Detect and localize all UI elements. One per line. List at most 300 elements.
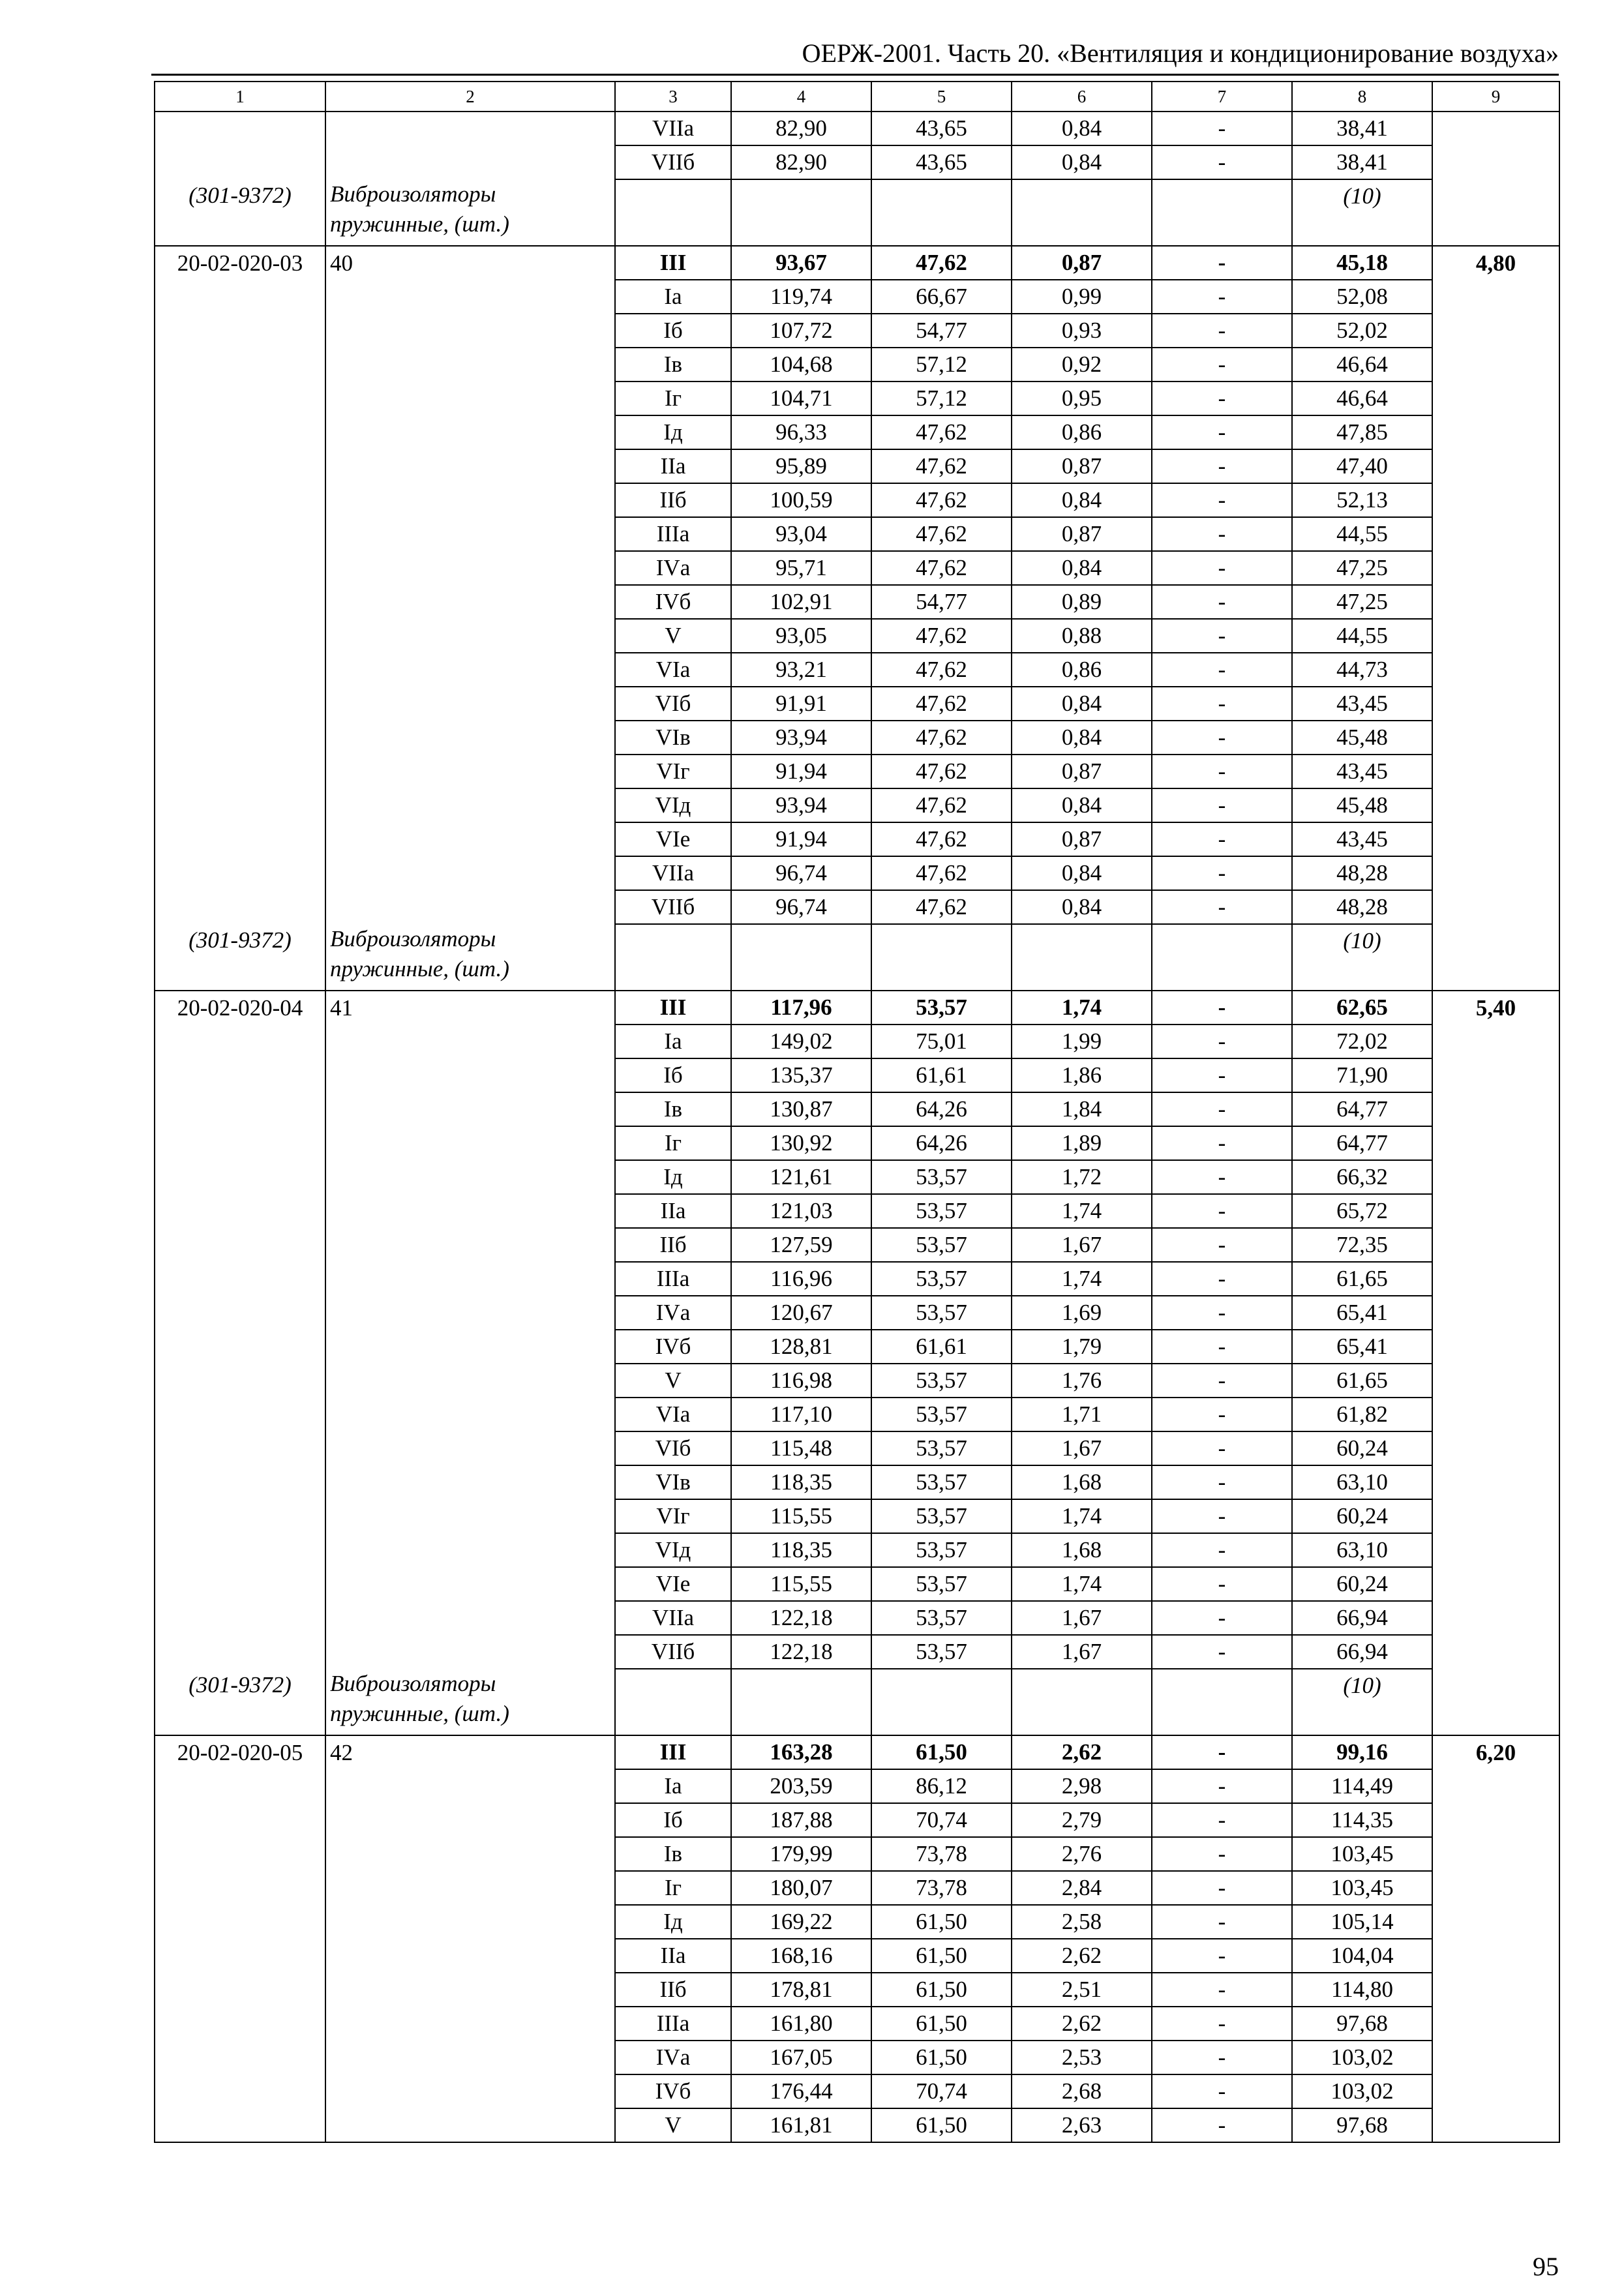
material-qty-cell: (10) [1292, 179, 1432, 246]
drivers-cell: - [1152, 856, 1292, 890]
rate-code-cell [155, 1635, 325, 1669]
wages-cell: 73,78 [871, 1837, 1012, 1871]
wages-cell: 61,50 [871, 2108, 1012, 2142]
drivers-cell: - [1152, 1635, 1292, 1669]
rate-code-cell [155, 1769, 325, 1803]
table-row [155, 1837, 1559, 1871]
machines-cell: 0,87 [1012, 246, 1152, 280]
zone-cell: IIа [615, 449, 731, 483]
table-row [155, 112, 1559, 145]
labor-cell [1432, 314, 1559, 348]
zone-cell: VIг [615, 755, 731, 788]
empty-cell [1432, 1669, 1559, 1735]
drivers-cell: - [1152, 687, 1292, 721]
total-cost-cell: 178,81 [731, 1973, 871, 2007]
total-cost-cell: 102,91 [731, 585, 871, 619]
rate-code-cell: 20-02-020-03 [155, 246, 325, 280]
total-cost-cell: 91,91 [731, 687, 871, 721]
wages-cell: 47,62 [871, 890, 1012, 924]
labor-cell [1432, 1635, 1559, 1669]
zone-cell: IVб [615, 2074, 731, 2108]
drivers-cell: - [1152, 1735, 1292, 1769]
materials-cell: 62,65 [1292, 991, 1432, 1025]
table-row [155, 1499, 1559, 1533]
rate-code-cell [155, 2108, 325, 2142]
rate-code-cell [155, 1330, 325, 1364]
machines-cell: 1,76 [1012, 1364, 1152, 1398]
table-row [155, 1364, 1559, 1398]
total-cost-cell: 93,21 [731, 653, 871, 687]
drivers-cell: - [1152, 246, 1292, 280]
rate-number-cell [325, 1058, 615, 1092]
total-cost-cell: 93,94 [731, 721, 871, 755]
rate-number-cell [325, 1228, 615, 1262]
rate-code-cell: 20-02-020-05 [155, 1735, 325, 1769]
drivers-cell: - [1152, 1296, 1292, 1330]
wages-cell: 47,62 [871, 822, 1012, 856]
rate-number-cell [325, 585, 615, 619]
zone-cell: IIб [615, 483, 731, 517]
total-cost-cell: 104,68 [731, 348, 871, 382]
rate-number-cell [325, 1330, 615, 1364]
empty-cell [615, 924, 731, 991]
machines-cell: 0,84 [1012, 788, 1152, 822]
table-row [155, 1194, 1559, 1228]
zone-cell: V [615, 1364, 731, 1398]
labor-cell [1432, 822, 1559, 856]
rate-number-cell [325, 1837, 615, 1871]
drivers-cell: - [1152, 585, 1292, 619]
wages-cell: 73,78 [871, 1871, 1012, 1905]
table-row [155, 1025, 1559, 1058]
empty-cell [1012, 1669, 1152, 1735]
materials-cell: 44,55 [1292, 517, 1432, 551]
labor-cell [1432, 1194, 1559, 1228]
material-name-cell: Виброизоляторы пружинные, (шт.) [325, 924, 615, 991]
zone-cell: Iд [615, 1905, 731, 1939]
rate-code-cell [155, 1837, 325, 1871]
table-row [155, 1126, 1559, 1160]
table-row [155, 2007, 1559, 2041]
drivers-cell: - [1152, 721, 1292, 755]
table-row [155, 1735, 1559, 1769]
materials-cell: 47,85 [1292, 415, 1432, 449]
wages-cell: 47,62 [871, 517, 1012, 551]
column-number: 4 [731, 82, 871, 112]
table-row [155, 1533, 1559, 1567]
table-row [155, 314, 1559, 348]
wages-cell: 53,57 [871, 1228, 1012, 1262]
table-row [155, 1769, 1559, 1803]
rate-number-cell [325, 2007, 615, 2041]
labor-cell [1432, 687, 1559, 721]
machines-cell: 0,84 [1012, 112, 1152, 145]
zone-cell: IIа [615, 1194, 731, 1228]
drivers-cell: - [1152, 1262, 1292, 1296]
rate-code-cell [155, 1262, 325, 1296]
zone-cell: Iв [615, 1092, 731, 1126]
drivers-cell: - [1152, 2007, 1292, 2041]
total-cost-cell: 104,71 [731, 382, 871, 415]
labor-cell [1432, 653, 1559, 687]
table-row [155, 1296, 1559, 1330]
drivers-cell: - [1152, 1533, 1292, 1567]
zone-cell: VIа [615, 1398, 731, 1431]
drivers-cell: - [1152, 1769, 1292, 1803]
material-note-row [155, 1669, 1559, 1735]
rate-number-cell [325, 1601, 615, 1635]
machines-cell: 2,62 [1012, 2007, 1152, 2041]
labor-cell [1432, 1871, 1559, 1905]
table-row [155, 1803, 1559, 1837]
wages-cell: 47,62 [871, 415, 1012, 449]
rate-number-cell [325, 653, 615, 687]
column-number: 6 [1012, 82, 1152, 112]
materials-cell: 48,28 [1292, 890, 1432, 924]
labor-cell [1432, 551, 1559, 585]
zone-cell: Iг [615, 1871, 731, 1905]
materials-cell: 38,41 [1292, 112, 1432, 145]
drivers-cell: - [1152, 890, 1292, 924]
materials-cell: 46,64 [1292, 348, 1432, 382]
labor-cell: 4,80 [1432, 246, 1559, 280]
table-row [155, 1431, 1559, 1465]
rate-code-cell [155, 1803, 325, 1837]
materials-cell: 63,10 [1292, 1465, 1432, 1499]
drivers-cell: - [1152, 755, 1292, 788]
table-row [155, 1262, 1559, 1296]
machines-cell: 1,89 [1012, 1126, 1152, 1160]
empty-cell [1012, 179, 1152, 246]
wages-cell: 47,62 [871, 856, 1012, 890]
drivers-cell: - [1152, 1364, 1292, 1398]
wages-cell: 64,26 [871, 1126, 1012, 1160]
drivers-cell: - [1152, 2074, 1292, 2108]
materials-cell: 114,35 [1292, 1803, 1432, 1837]
labor-cell [1432, 1533, 1559, 1567]
rate-code-cell [155, 856, 325, 890]
zone-cell: VIIа [615, 1601, 731, 1635]
wages-cell: 47,62 [871, 721, 1012, 755]
wages-cell: 57,12 [871, 382, 1012, 415]
material-code-cell: (301-9372) [155, 924, 325, 991]
materials-cell: 47,25 [1292, 585, 1432, 619]
rate-code-cell [155, 1465, 325, 1499]
table-row [155, 1905, 1559, 1939]
zone-cell: III [615, 246, 731, 280]
labor-cell [1432, 890, 1559, 924]
total-cost-cell: 127,59 [731, 1228, 871, 1262]
labor-cell [1432, 517, 1559, 551]
table-row [155, 483, 1559, 517]
zone-cell: Iв [615, 1837, 731, 1871]
total-cost-cell: 95,71 [731, 551, 871, 585]
drivers-cell: - [1152, 1058, 1292, 1092]
wages-cell: 47,62 [871, 653, 1012, 687]
labor-cell [1432, 348, 1559, 382]
total-cost-cell: 117,10 [731, 1398, 871, 1431]
materials-cell: 64,77 [1292, 1092, 1432, 1126]
drivers-cell: - [1152, 145, 1292, 179]
labor-cell [1432, 1499, 1559, 1533]
zone-cell: IIIа [615, 1262, 731, 1296]
materials-cell: 47,40 [1292, 449, 1432, 483]
wages-cell: 70,74 [871, 1803, 1012, 1837]
rate-number-cell: 42 [325, 1735, 615, 1769]
labor-cell [1432, 1567, 1559, 1601]
zone-cell: IIб [615, 1228, 731, 1262]
materials-cell: 43,45 [1292, 822, 1432, 856]
drivers-cell: - [1152, 1228, 1292, 1262]
zone-cell: IVа [615, 551, 731, 585]
total-cost-cell: 203,59 [731, 1769, 871, 1803]
column-number: 8 [1292, 82, 1432, 112]
rate-code-cell [155, 551, 325, 585]
total-cost-cell: 163,28 [731, 1735, 871, 1769]
machines-cell: 1,67 [1012, 1601, 1152, 1635]
page-header-title: ОЕРЖ-2001. Часть 20. «Вентиляция и кондиционирование воздуха» [802, 38, 1559, 68]
rate-number-cell [325, 2108, 615, 2142]
rate-code-cell [155, 585, 325, 619]
labor-cell [1432, 1025, 1559, 1058]
rate-number-cell [325, 721, 615, 755]
zone-cell: IVб [615, 585, 731, 619]
rate-number-cell [325, 112, 615, 145]
wages-cell: 61,61 [871, 1058, 1012, 1092]
drivers-cell: - [1152, 991, 1292, 1025]
table-row [155, 1058, 1559, 1092]
rate-number-cell [325, 2041, 615, 2074]
drivers-cell: - [1152, 1025, 1292, 1058]
materials-cell: 103,02 [1292, 2074, 1432, 2108]
drivers-cell: - [1152, 449, 1292, 483]
materials-cell: 114,49 [1292, 1769, 1432, 1803]
drivers-cell: - [1152, 1092, 1292, 1126]
zone-cell: Iб [615, 314, 731, 348]
table-row [155, 382, 1559, 415]
materials-cell: 61,65 [1292, 1262, 1432, 1296]
table-row [155, 991, 1559, 1025]
machines-cell: 0,93 [1012, 314, 1152, 348]
total-cost-cell: 116,96 [731, 1262, 871, 1296]
wages-cell: 53,57 [871, 1635, 1012, 1669]
zone-cell: IVа [615, 1296, 731, 1330]
labor-cell [1432, 1465, 1559, 1499]
machines-cell: 0,84 [1012, 856, 1152, 890]
rate-code-cell [155, 1025, 325, 1058]
materials-cell: 45,48 [1292, 788, 1432, 822]
rate-number-cell [325, 1126, 615, 1160]
table-row [155, 687, 1559, 721]
zone-cell: VIIа [615, 856, 731, 890]
rate-number-cell [325, 1973, 615, 2007]
labor-cell [1432, 382, 1559, 415]
wages-cell: 53,57 [871, 1262, 1012, 1296]
table-row [155, 551, 1559, 585]
materials-cell: 44,73 [1292, 653, 1432, 687]
rate-number-cell [325, 483, 615, 517]
rate-code-cell [155, 687, 325, 721]
rate-code-cell [155, 1296, 325, 1330]
empty-cell [1152, 924, 1292, 991]
table-row [155, 1973, 1559, 2007]
machines-cell: 0,84 [1012, 721, 1152, 755]
total-cost-cell: 95,89 [731, 449, 871, 483]
machines-cell: 2,79 [1012, 1803, 1152, 1837]
empty-cell [871, 179, 1012, 246]
rate-number-cell [325, 1262, 615, 1296]
materials-cell: 60,24 [1292, 1431, 1432, 1465]
zone-cell: Iб [615, 1803, 731, 1837]
column-number: 7 [1152, 82, 1292, 112]
drivers-cell: - [1152, 112, 1292, 145]
labor-cell [1432, 721, 1559, 755]
materials-cell: 114,80 [1292, 1973, 1432, 2007]
rate-number-cell [325, 551, 615, 585]
zone-cell: Iб [615, 1058, 731, 1092]
rate-code-cell [155, 890, 325, 924]
rate-code-cell [155, 1194, 325, 1228]
labor-cell [1432, 619, 1559, 653]
wages-cell: 53,57 [871, 1398, 1012, 1431]
table-row [155, 1465, 1559, 1499]
machines-cell: 1,67 [1012, 1228, 1152, 1262]
table-row [155, 1939, 1559, 1973]
rate-number-cell [325, 1871, 615, 1905]
zone-cell: V [615, 2108, 731, 2142]
labor-cell [1432, 145, 1559, 179]
labor-cell [1432, 2007, 1559, 2041]
machines-cell: 1,72 [1012, 1160, 1152, 1194]
machines-cell: 0,84 [1012, 551, 1152, 585]
material-qty-cell: (10) [1292, 924, 1432, 991]
machines-cell: 1,86 [1012, 1058, 1152, 1092]
materials-cell: 105,14 [1292, 1905, 1432, 1939]
total-cost-cell: 167,05 [731, 2041, 871, 2074]
labor-cell: 6,20 [1432, 1735, 1559, 1769]
total-cost-cell: 93,67 [731, 246, 871, 280]
table-row [155, 1635, 1559, 1669]
drivers-cell: - [1152, 1431, 1292, 1465]
zone-cell: III [615, 1735, 731, 1769]
empty-cell [615, 179, 731, 246]
zone-cell: VIе [615, 1567, 731, 1601]
table-row [155, 1398, 1559, 1431]
total-cost-cell: 149,02 [731, 1025, 871, 1058]
rate-code-cell [155, 1431, 325, 1465]
machines-cell: 2,53 [1012, 2041, 1152, 2074]
total-cost-cell: 169,22 [731, 1905, 871, 1939]
wages-cell: 47,62 [871, 551, 1012, 585]
total-cost-cell: 121,03 [731, 1194, 871, 1228]
total-cost-cell: 180,07 [731, 1871, 871, 1905]
labor-cell [1432, 755, 1559, 788]
materials-cell: 65,72 [1292, 1194, 1432, 1228]
rate-code-cell [155, 755, 325, 788]
materials-cell: 97,68 [1292, 2007, 1432, 2041]
drivers-cell: - [1152, 415, 1292, 449]
empty-cell [1432, 179, 1559, 246]
rate-code-cell [155, 1092, 325, 1126]
drivers-cell: - [1152, 517, 1292, 551]
total-cost-cell: 118,35 [731, 1533, 871, 1567]
labor-cell [1432, 1092, 1559, 1126]
wages-cell: 47,62 [871, 687, 1012, 721]
table-row [155, 1330, 1559, 1364]
rate-number-cell [325, 788, 615, 822]
rate-code-cell [155, 314, 325, 348]
total-cost-cell: 120,67 [731, 1296, 871, 1330]
material-code-cell: (301-9372) [155, 1669, 325, 1735]
empty-cell [871, 1669, 1012, 1735]
total-cost-cell: 187,88 [731, 1803, 871, 1837]
rate-code-cell [155, 1160, 325, 1194]
empty-cell [1012, 924, 1152, 991]
wages-cell: 53,57 [871, 1194, 1012, 1228]
rate-code-cell [155, 2007, 325, 2041]
wages-cell: 86,12 [871, 1769, 1012, 1803]
drivers-cell: - [1152, 280, 1292, 314]
labor-cell [1432, 1160, 1559, 1194]
rate-number-cell [325, 755, 615, 788]
zone-cell: Iд [615, 1160, 731, 1194]
labor-cell [1432, 1905, 1559, 1939]
rate-code-cell [155, 1939, 325, 1973]
machines-cell: 0,84 [1012, 145, 1152, 179]
table-row [155, 246, 1559, 280]
table-row [155, 1871, 1559, 1905]
empty-cell [731, 179, 871, 246]
labor-cell [1432, 1803, 1559, 1837]
total-cost-cell: 117,96 [731, 991, 871, 1025]
rate-code-cell [155, 1126, 325, 1160]
wages-cell: 61,50 [871, 1905, 1012, 1939]
zone-cell: VIд [615, 1533, 731, 1567]
labor-cell [1432, 856, 1559, 890]
machines-cell: 1,67 [1012, 1431, 1152, 1465]
zone-cell: VIа [615, 653, 731, 687]
machines-cell: 0,84 [1012, 483, 1152, 517]
rate-code-cell [155, 2074, 325, 2108]
zone-cell: VIг [615, 1499, 731, 1533]
table-row [155, 2041, 1559, 2074]
materials-cell: 103,45 [1292, 1871, 1432, 1905]
table-row [155, 653, 1559, 687]
total-cost-cell: 122,18 [731, 1635, 871, 1669]
drivers-cell: - [1152, 1499, 1292, 1533]
drivers-cell: - [1152, 822, 1292, 856]
rate-number-cell [325, 280, 615, 314]
rate-number-cell [325, 415, 615, 449]
empty-cell [615, 1669, 731, 1735]
machines-cell: 0,87 [1012, 517, 1152, 551]
drivers-cell: - [1152, 1567, 1292, 1601]
drivers-cell: - [1152, 1398, 1292, 1431]
rate-number-cell [325, 856, 615, 890]
rate-number-cell [325, 687, 615, 721]
table-row [155, 145, 1559, 179]
drivers-cell: - [1152, 1837, 1292, 1871]
total-cost-cell: 93,05 [731, 619, 871, 653]
total-cost-cell: 179,99 [731, 1837, 871, 1871]
machines-cell: 1,79 [1012, 1330, 1152, 1364]
rate-number-cell [325, 1499, 615, 1533]
rate-code-cell [155, 1228, 325, 1262]
total-cost-cell: 82,90 [731, 145, 871, 179]
materials-cell: 97,68 [1292, 2108, 1432, 2142]
rate-number-cell [325, 1092, 615, 1126]
drivers-cell: - [1152, 653, 1292, 687]
